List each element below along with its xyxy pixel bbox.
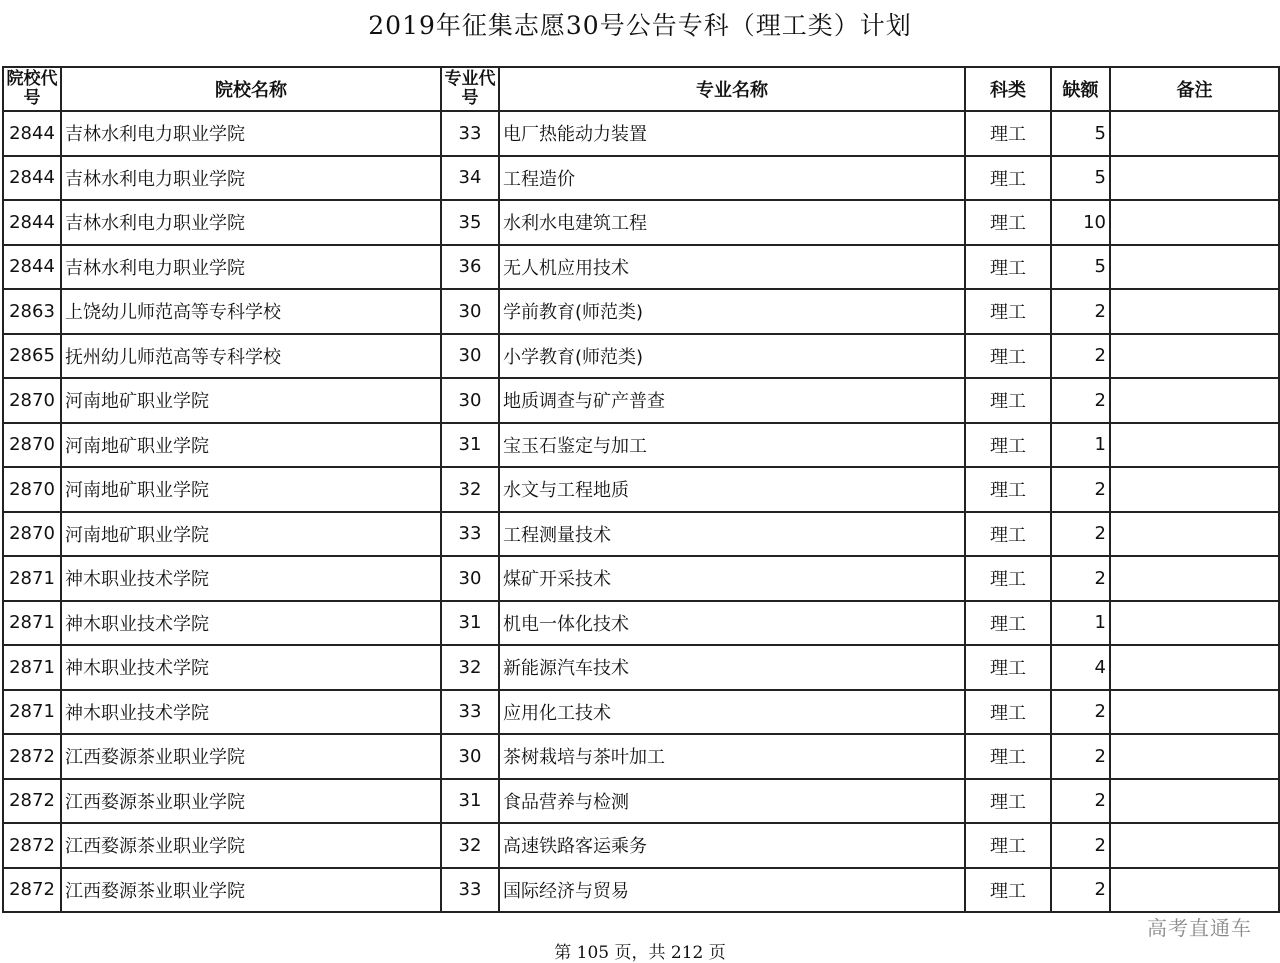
header-major-name: 专业名称 xyxy=(499,67,965,111)
cell-category: 理工 xyxy=(965,512,1051,557)
cell-category: 理工 xyxy=(965,334,1051,379)
cell-school-name: 神木职业技术学院 xyxy=(61,645,441,690)
cell-remark xyxy=(1110,823,1279,868)
cell-category: 理工 xyxy=(965,200,1051,245)
cell-remark xyxy=(1110,868,1279,913)
table-body xyxy=(3,111,1279,912)
cell-school-code: 2870 xyxy=(3,378,61,423)
cell-quota: 2 xyxy=(1051,556,1110,601)
watermark: 高考直通车 xyxy=(1147,916,1252,940)
cell-remark xyxy=(1110,512,1279,557)
cell-quota: 2 xyxy=(1051,779,1110,824)
cell-school-code: 2872 xyxy=(3,779,61,824)
cell-major-code: 32 xyxy=(441,645,499,690)
table-row xyxy=(3,601,1279,646)
cell-remark xyxy=(1110,289,1279,334)
cell-category: 理工 xyxy=(965,467,1051,512)
table-row xyxy=(3,156,1279,201)
cell-major-code: 34 xyxy=(441,156,499,201)
cell-school-code: 2871 xyxy=(3,645,61,690)
cell-category: 理工 xyxy=(965,423,1051,468)
cell-major-code: 32 xyxy=(441,823,499,868)
page-footer: 第 105 页，共 212 页 xyxy=(554,943,726,963)
cell-quota: 5 xyxy=(1051,156,1110,201)
cell-school-name: 神木职业技术学院 xyxy=(61,556,441,601)
cell-quota: 2 xyxy=(1051,289,1110,334)
cell-major-code: 31 xyxy=(441,779,499,824)
cell-school-code: 2844 xyxy=(3,156,61,201)
header-school-code: 院校代号 xyxy=(3,67,61,111)
cell-remark xyxy=(1110,645,1279,690)
table-row xyxy=(3,512,1279,557)
cell-school-code: 2844 xyxy=(3,111,61,156)
cell-major-name: 地质调查与矿产普查 xyxy=(499,378,965,423)
cell-quota: 5 xyxy=(1051,245,1110,290)
cell-major-name: 食品营养与检测 xyxy=(499,779,965,824)
plan-table xyxy=(2,66,1280,913)
cell-remark xyxy=(1110,378,1279,423)
cell-remark xyxy=(1110,779,1279,824)
cell-quota: 1 xyxy=(1051,423,1110,468)
cell-remark xyxy=(1110,556,1279,601)
cell-remark xyxy=(1110,200,1279,245)
cell-school-code: 2871 xyxy=(3,601,61,646)
table-row xyxy=(3,823,1279,868)
cell-remark xyxy=(1110,601,1279,646)
cell-remark xyxy=(1110,245,1279,290)
table-row xyxy=(3,245,1279,290)
table-row xyxy=(3,645,1279,690)
cell-school-code: 2872 xyxy=(3,823,61,868)
cell-quota: 2 xyxy=(1051,823,1110,868)
table-row xyxy=(3,556,1279,601)
header-quota: 缺额 xyxy=(1051,67,1110,111)
cell-major-code: 30 xyxy=(441,289,499,334)
cell-major-name: 水利水电建筑工程 xyxy=(499,200,965,245)
cell-quota: 2 xyxy=(1051,512,1110,557)
cell-remark xyxy=(1110,334,1279,379)
cell-major-code: 30 xyxy=(441,556,499,601)
cell-category: 理工 xyxy=(965,556,1051,601)
cell-school-code: 2871 xyxy=(3,690,61,735)
cell-remark xyxy=(1110,467,1279,512)
cell-major-name: 高速铁路客运乘务 xyxy=(499,823,965,868)
cell-major-name: 水文与工程地质 xyxy=(499,467,965,512)
table-row xyxy=(3,200,1279,245)
cell-major-name: 宝玉石鉴定与加工 xyxy=(499,423,965,468)
cell-quota: 10 xyxy=(1051,200,1110,245)
cell-category: 理工 xyxy=(965,378,1051,423)
cell-school-code: 2872 xyxy=(3,734,61,779)
cell-school-name: 神木职业技术学院 xyxy=(61,601,441,646)
cell-quota: 2 xyxy=(1051,334,1110,379)
cell-school-name: 江西婺源茶业职业学院 xyxy=(61,734,441,779)
cell-category: 理工 xyxy=(965,823,1051,868)
cell-major-name: 机电一体化技术 xyxy=(499,601,965,646)
cell-school-name: 神木职业技术学院 xyxy=(61,690,441,735)
table-row xyxy=(3,378,1279,423)
cell-remark xyxy=(1110,690,1279,735)
cell-school-code: 2865 xyxy=(3,334,61,379)
cell-major-code: 30 xyxy=(441,734,499,779)
cell-major-name: 小学教育(师范类) xyxy=(499,334,965,379)
cell-school-name: 江西婺源茶业职业学院 xyxy=(61,868,441,913)
cell-school-name: 吉林水利电力职业学院 xyxy=(61,111,441,156)
cell-category: 理工 xyxy=(965,156,1051,201)
cell-major-code: 33 xyxy=(441,111,499,156)
cell-quota: 5 xyxy=(1051,111,1110,156)
table-row xyxy=(3,868,1279,913)
cell-school-name: 河南地矿职业学院 xyxy=(61,512,441,557)
page-title: 2019年征集志愿30号公告专科（理工类）计划 xyxy=(368,11,912,40)
cell-remark xyxy=(1110,111,1279,156)
cell-major-code: 36 xyxy=(441,245,499,290)
table-row xyxy=(3,734,1279,779)
cell-major-code: 31 xyxy=(441,601,499,646)
cell-major-name: 国际经济与贸易 xyxy=(499,868,965,913)
cell-major-code: 35 xyxy=(441,200,499,245)
table-header-row xyxy=(3,67,1279,111)
cell-major-name: 煤矿开采技术 xyxy=(499,556,965,601)
cell-school-name: 吉林水利电力职业学院 xyxy=(61,245,441,290)
cell-school-code: 2871 xyxy=(3,556,61,601)
cell-school-name: 吉林水利电力职业学院 xyxy=(61,200,441,245)
cell-major-name: 学前教育(师范类) xyxy=(499,289,965,334)
cell-quota: 2 xyxy=(1051,690,1110,735)
cell-major-code: 33 xyxy=(441,690,499,735)
cell-school-name: 江西婺源茶业职业学院 xyxy=(61,779,441,824)
cell-major-name: 工程造价 xyxy=(499,156,965,201)
cell-school-name: 吉林水利电力职业学院 xyxy=(61,156,441,201)
table-row xyxy=(3,289,1279,334)
cell-quota: 1 xyxy=(1051,601,1110,646)
cell-major-code: 32 xyxy=(441,467,499,512)
cell-school-name: 河南地矿职业学院 xyxy=(61,467,441,512)
cell-quota: 2 xyxy=(1051,868,1110,913)
cell-remark xyxy=(1110,156,1279,201)
cell-school-code: 2872 xyxy=(3,868,61,913)
cell-remark xyxy=(1110,734,1279,779)
table-row xyxy=(3,779,1279,824)
cell-quota: 2 xyxy=(1051,734,1110,779)
cell-category: 理工 xyxy=(965,779,1051,824)
cell-school-name: 河南地矿职业学院 xyxy=(61,423,441,468)
cell-major-code: 31 xyxy=(441,423,499,468)
table-row xyxy=(3,111,1279,156)
cell-major-code: 30 xyxy=(441,334,499,379)
cell-school-name: 江西婺源茶业职业学院 xyxy=(61,823,441,868)
cell-major-name: 新能源汽车技术 xyxy=(499,645,965,690)
cell-category: 理工 xyxy=(965,868,1051,913)
table-row xyxy=(3,690,1279,735)
cell-school-code: 2870 xyxy=(3,512,61,557)
table-row xyxy=(3,467,1279,512)
cell-quota: 4 xyxy=(1051,645,1110,690)
cell-category: 理工 xyxy=(965,645,1051,690)
cell-category: 理工 xyxy=(965,690,1051,735)
table-row xyxy=(3,334,1279,379)
cell-category: 理工 xyxy=(965,245,1051,290)
cell-quota: 2 xyxy=(1051,378,1110,423)
cell-school-code: 2863 xyxy=(3,289,61,334)
cell-major-name: 工程测量技术 xyxy=(499,512,965,557)
cell-category: 理工 xyxy=(965,734,1051,779)
header-school-name: 院校名称 xyxy=(61,67,441,111)
cell-category: 理工 xyxy=(965,111,1051,156)
cell-category: 理工 xyxy=(965,289,1051,334)
cell-school-name: 河南地矿职业学院 xyxy=(61,378,441,423)
cell-major-code: 33 xyxy=(441,868,499,913)
cell-quota: 2 xyxy=(1051,467,1110,512)
cell-major-name: 电厂热能动力装置 xyxy=(499,111,965,156)
cell-school-code: 2844 xyxy=(3,245,61,290)
table-row xyxy=(3,423,1279,468)
cell-school-code: 2870 xyxy=(3,467,61,512)
cell-school-name: 抚州幼儿师范高等专科学校 xyxy=(61,334,441,379)
cell-major-code: 30 xyxy=(441,378,499,423)
cell-category: 理工 xyxy=(965,601,1051,646)
header-category: 科类 xyxy=(965,67,1051,111)
cell-major-name: 无人机应用技术 xyxy=(499,245,965,290)
header-remark: 备注 xyxy=(1110,67,1279,111)
cell-school-code: 2870 xyxy=(3,423,61,468)
cell-school-name: 上饶幼儿师范高等专科学校 xyxy=(61,289,441,334)
cell-major-code: 33 xyxy=(441,512,499,557)
cell-remark xyxy=(1110,423,1279,468)
header-major-code: 专业代号 xyxy=(441,67,499,111)
cell-major-name: 应用化工技术 xyxy=(499,690,965,735)
cell-school-code: 2844 xyxy=(3,200,61,245)
cell-major-name: 茶树栽培与茶叶加工 xyxy=(499,734,965,779)
